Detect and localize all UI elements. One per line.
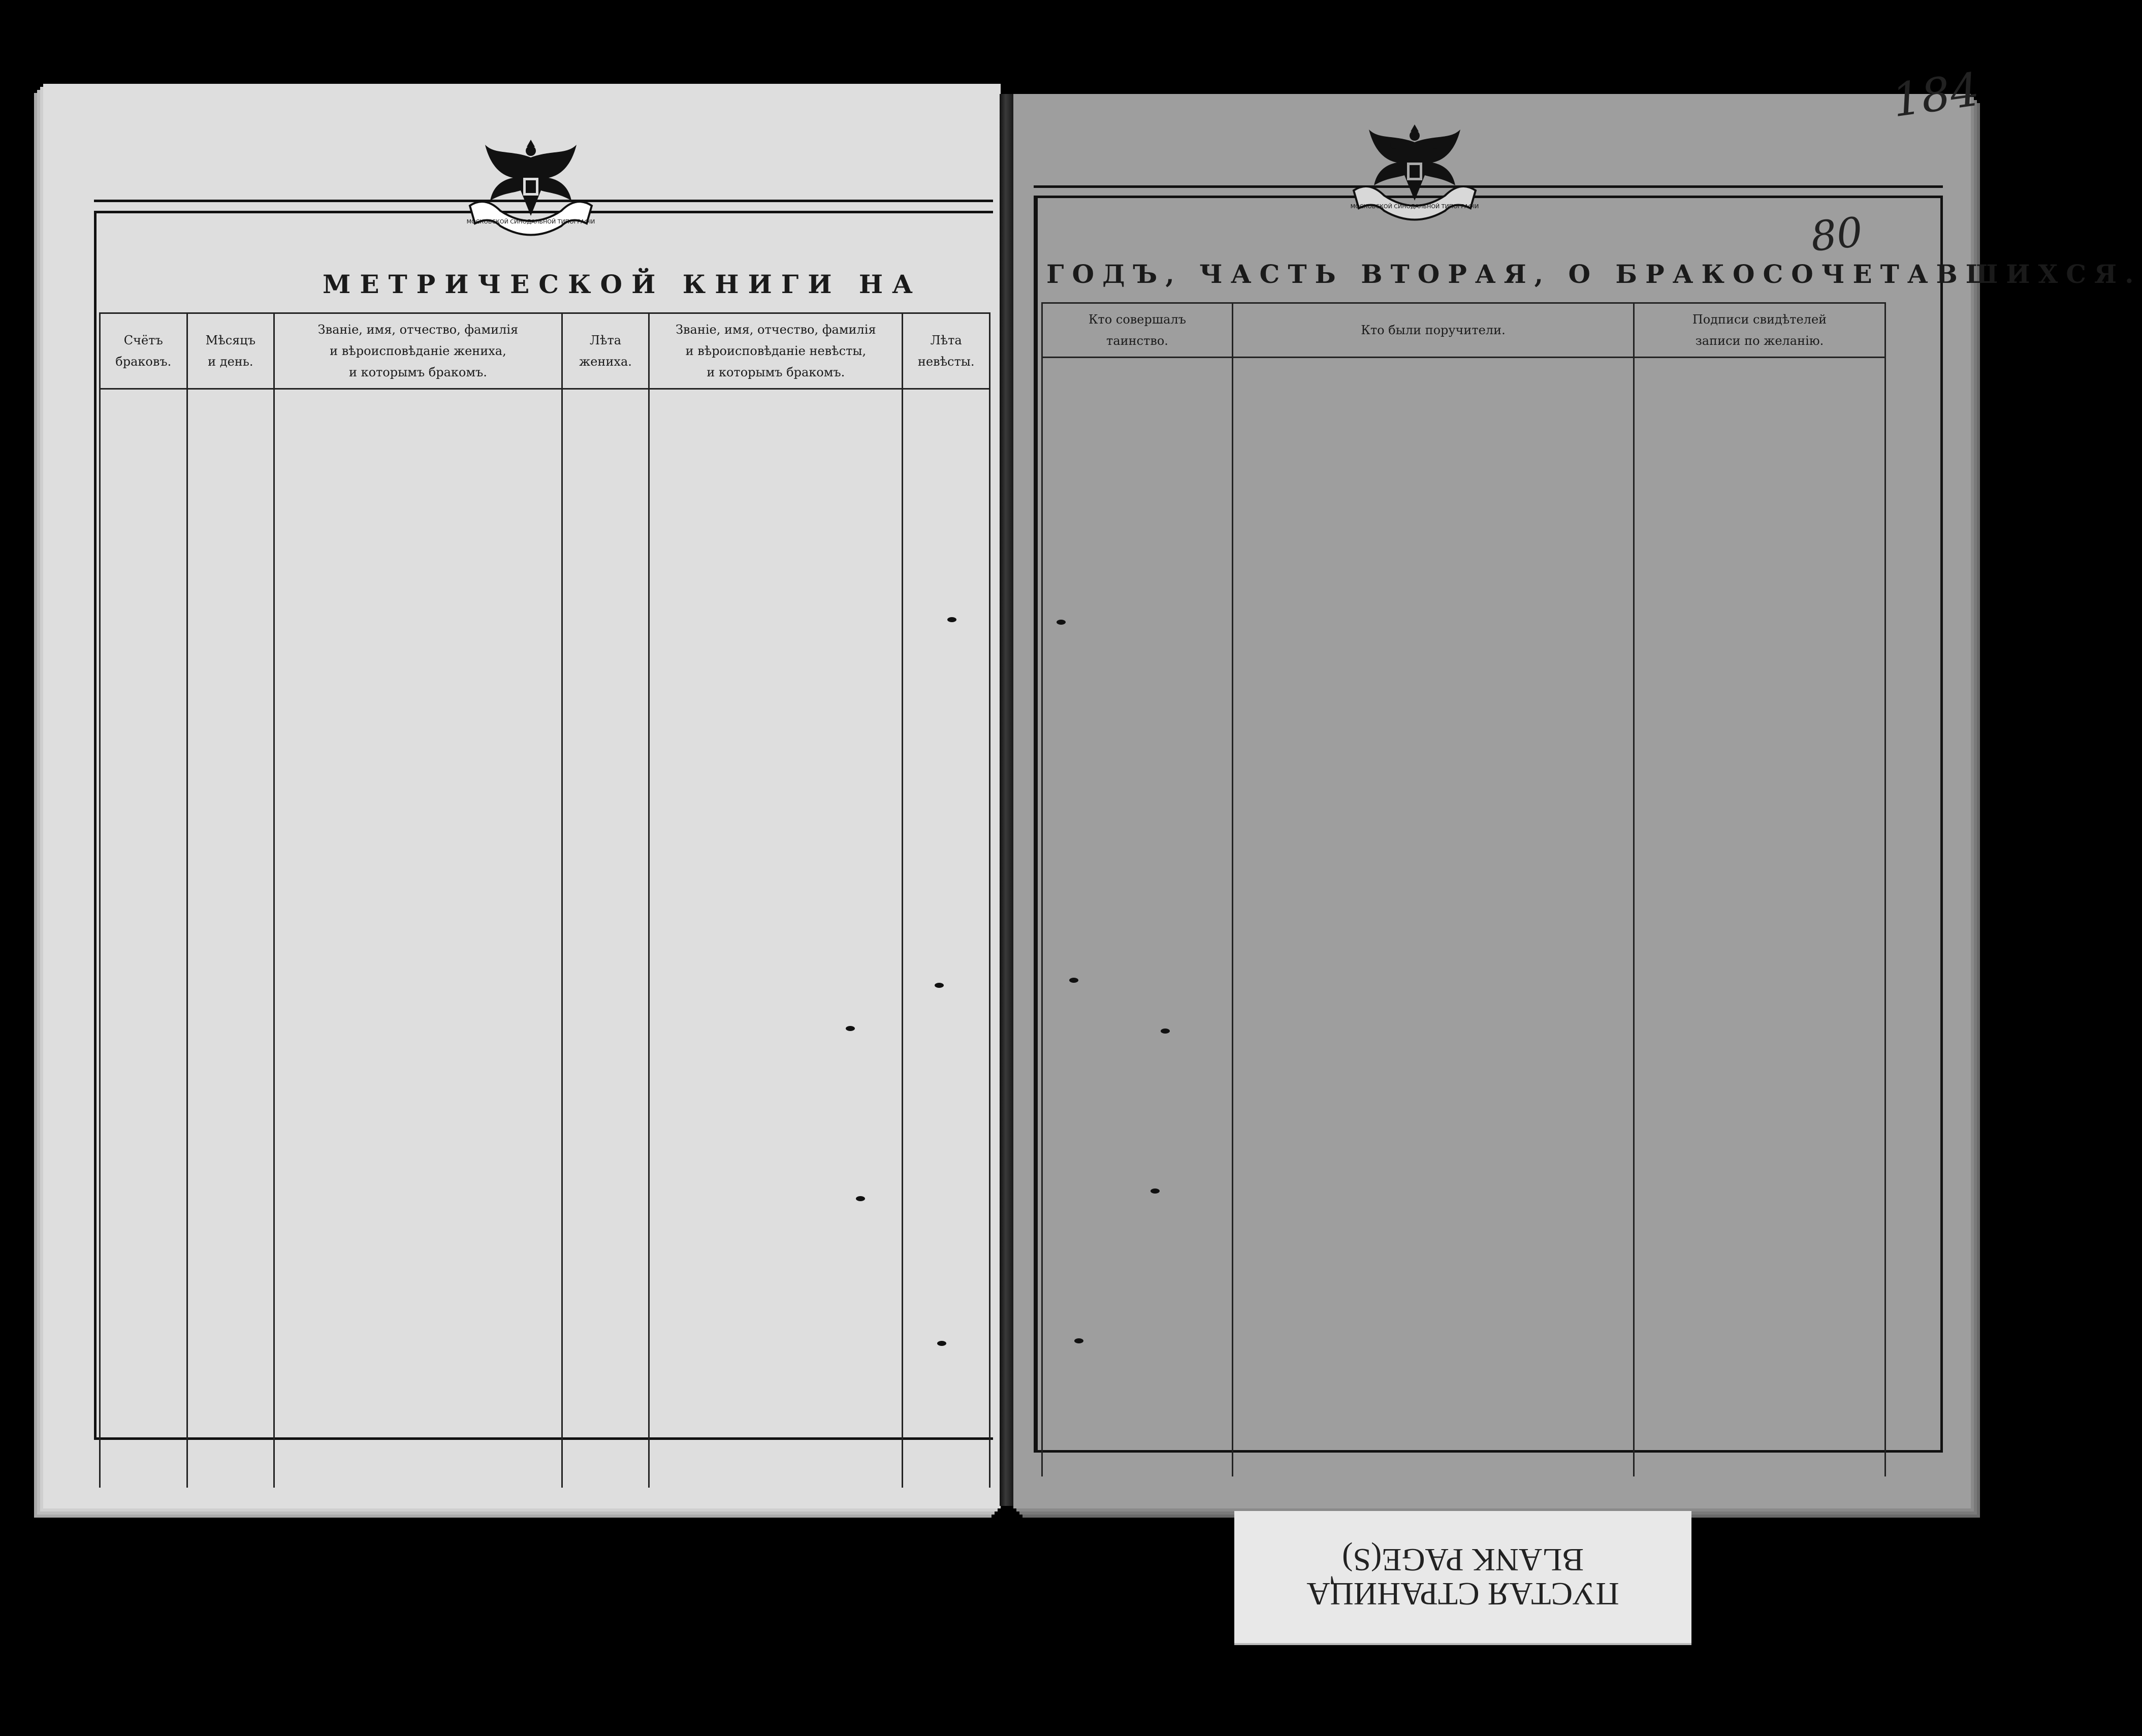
column-header-month-day: Мѣсяцъ и день. [187,313,274,389]
blank-label-line-ru: ПУСТАЯ СТРАНИЦА [1306,1576,1619,1613]
double-headed-eagle-crest-icon [1349,114,1481,226]
table-cell [903,389,990,1488]
column-header-witness-signatures: Подписи свидѣтелей записи по желанію. [1634,303,1885,358]
column-header-groom-age: Лѣта жениха. [562,313,649,389]
table-cell [187,389,274,1488]
double-headed-eagle-crest-icon [465,130,597,241]
table-cell [649,389,903,1488]
column-header-sureties: Кто были поручители. [1233,303,1634,358]
binding-hole [1150,1188,1160,1194]
table-header-row [1042,303,1885,358]
table-body-row [100,389,990,1488]
book-title: ГОДЪ, ЧАСТЬ ВТОРАЯ, О БРАКОСОЧЕТАВШИХСЯ. [1046,259,2142,289]
binding-hole [1074,1338,1083,1343]
binding-hole [1161,1028,1170,1034]
table-header-row [100,313,990,389]
table-cell [1233,358,1634,1477]
table-cell [100,389,187,1488]
column-header-officiant: Кто совершалъ таинство. [1042,303,1233,358]
column-header-marriage-count: Счётъ браковъ. [100,313,187,389]
binding-hole [947,617,956,622]
folio-number: 184 [1889,62,1983,128]
crest-ribbon-text: МОСКОВСКОЙ СИНОДАЛЬНОЙ ТИПОГРАФІИ [1350,203,1479,210]
binding-hole [846,1026,855,1031]
binding-hole [935,983,944,988]
table-cell [1042,358,1233,1477]
column-header-bride-age: Лѣта невѣсты. [903,313,990,389]
table-body-row [1042,358,1885,1477]
table-cell [1634,358,1885,1477]
binding-hole [856,1196,865,1201]
blank-page-label [1234,1511,1691,1643]
crest-ribbon-text: МОСКОВСКОЙ СИНОДАЛЬНОЙ ТИПОГРАФІИ [466,218,595,225]
blank-label-line-en: BLANK PAGE(S) [1342,1542,1584,1578]
book-spine [1000,94,1015,1506]
binding-hole [1057,620,1066,625]
binding-hole [1069,978,1078,983]
left-page [43,84,1001,1508]
top-rule [1034,185,1943,188]
right-page [1013,62,2142,1508]
register-table-right [1041,302,1886,1476]
binding-hole [937,1341,946,1346]
column-header-bride: Званіе, имя, отчество, фамилія и вѣроисповѣданіе невѣсты, и которымъ бракомъ. [649,313,903,389]
page-number: 80 [1808,208,1865,261]
column-header-groom: Званіе, имя, отчество, фамилія и вѣроисповѣданіе жениха, и которымъ бракомъ. [274,313,562,389]
register-table-left [99,312,990,1488]
table-cell [562,389,649,1488]
table-cell [274,389,562,1488]
book-title: МЕТРИЧЕСКОЙ КНИГИ НА [323,269,922,299]
